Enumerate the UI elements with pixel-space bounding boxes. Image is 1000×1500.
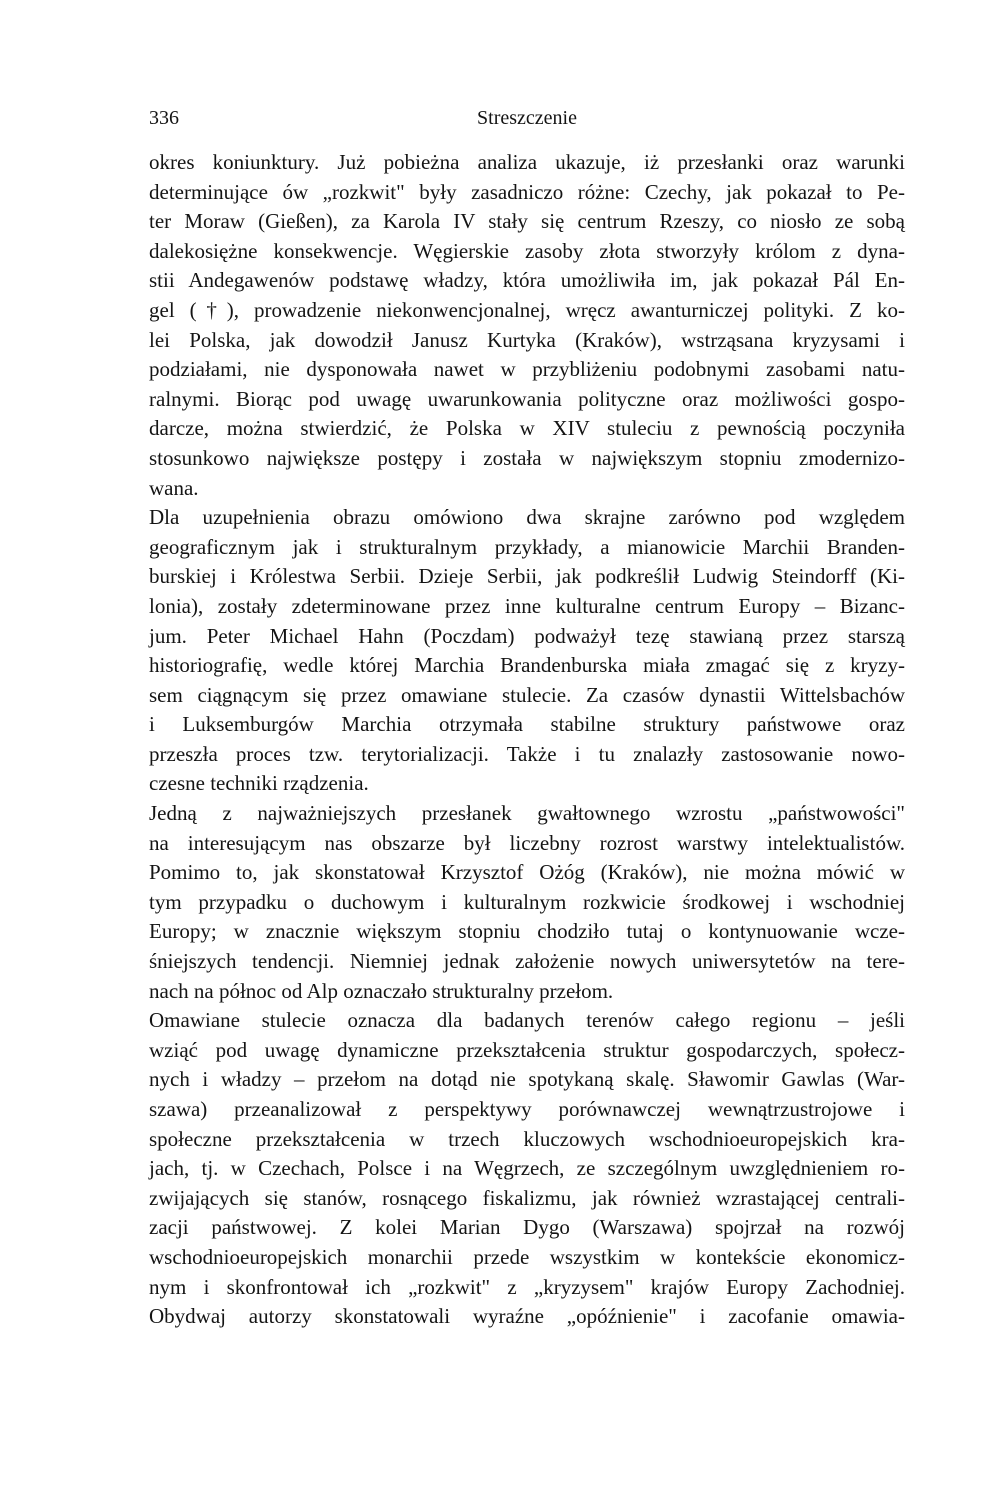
text-line: i Luksemburgów Marchia otrzymała stabilne struktury państwowe oraz (149, 712, 905, 737)
text-line: stii Andegawenów podstawę władzy, która umożliwiła im, jak pokazał Pál En- (149, 268, 905, 293)
text-line: nych i władzy – przełom na dotąd nie spotykaną skalę. Sławomir Gawlas (War- (149, 1067, 905, 1092)
text-line: jum. Peter Michael Hahn (Poczdam) podważył tezę stawianą przez starszą (149, 623, 905, 648)
text-line: wziąć pod uwagę dynamiczne przekształcenia struktur gospodarczych, społecz- (149, 1037, 905, 1062)
paragraph (149, 799, 905, 1006)
paragraph (149, 1006, 905, 1332)
text-line: dalekosiężne konsekwencje. Węgierskie zasoby złota stworzyły królom z dyna- (149, 238, 905, 263)
text-line: stosunkowo największe postępy i została w największym stopniu zmodernizo- (149, 445, 905, 470)
text-line: lonia), zostały zdeterminowane przez inne kulturalne centrum Europy – Bizanc- (149, 593, 905, 618)
text-line: lei Polska, jak dowodził Janusz Kurtyka (Kraków), wstrząsana kryzysami i (149, 327, 905, 352)
text-line: podziałami, nie dysponowała nawet w przybliżeniu podobnymi zasobami natu- (149, 357, 905, 382)
text-line: szawa) przeanalizował z perspektywy porównawczej wewnątrzustrojowe i (149, 1097, 905, 1121)
page-number: 336 (149, 107, 179, 129)
text-line: historiografię, wedle której Marchia Brandenburska miała zmagać się z kryzy- (149, 653, 905, 678)
text-line: społeczne przekształcenia w trzech kluczowych wschodnioeuropejskich kra- (149, 1126, 905, 1151)
text-line: jach, tj. w Czechach, Polsce i na Węgrzech, ze szczególnym uwzględnieniem ro- (149, 1156, 905, 1181)
text-line: ralnymi. Biorąc pod uwagę uwarunkowania polityczne oraz możliwości gospo- (149, 386, 905, 411)
text-line: darcze, można stwierdzić, że Polska w XIV stuleciu z pewnością poczyniła (149, 416, 905, 441)
running-title: Streszczenie (477, 107, 577, 129)
text-line: wana. (149, 475, 199, 500)
running-head (149, 104, 905, 132)
text-line: Dla uzupełnienia obrazu omówiono dwa skrajne zarówno pod względem (149, 505, 905, 530)
text-line: determinujące ów „rozkwit" były zasadniczo różne: Czechy, jak pokazał to Pe- (149, 179, 905, 204)
text-line: burskiej i Królestwa Serbii. Dzieje Serbii, jak podkreślił Ludwig Steindorff (Ki- (149, 564, 905, 589)
paragraph (149, 148, 905, 503)
text-line: sem ciągnącym się przez omawiane stulecie. Za czasów dynastii Wittelsbachów (149, 682, 905, 707)
text-line: śniejszych tendencji. Niemniej jednak założenie nowych uniwersytetów na tere- (149, 949, 905, 974)
text-line: Europy; w znacznie większym stopniu chodziło tutaj o kontynuowanie wcze- (149, 919, 905, 944)
body-text (149, 148, 905, 1332)
text-line: czesne techniki rządzenia. (149, 771, 369, 796)
text-line: wschodnioeuropejskich monarchii przede wszystkim w kontekście ekonomicz- (149, 1244, 905, 1269)
text-line: geograficznym jak i strukturalnym przykłady, a mianowicie Marchii Branden- (149, 534, 905, 559)
text-line: Omawiane stulecie oznacza dla badanych terenów całego regionu – jeśli (149, 1008, 905, 1033)
text-line: zacji państwowej. Z kolei Marian Dygo (Warszawa) spojrzał na rozwój (149, 1215, 905, 1240)
text-line: Obydwaj autorzy skonstatowali wyraźne „opóźnienie" i zacofanie omawia- (149, 1304, 905, 1329)
text-line: zwijających się stanów, rosnącego fiskalizmu, jak również wzrastającej centrali- (149, 1185, 905, 1210)
text-line: na interesującym nas obszarze był liczebny rozrost warstwy intelektualistów. (149, 830, 905, 855)
text-line: nym i skonfrontował ich „rozkwit" z „kryzysem" krajów Europy Zachodniej. (149, 1274, 905, 1299)
text-line: tym przypadku o duchowym i kulturalnym rozkwicie środkowej i wschodniej (149, 889, 905, 914)
text-line: Pomimo to, jak skonstatował Krzysztof Ożóg (Kraków), nie można mówić w (149, 860, 905, 885)
text-line: Jedną z najważniejszych przesłanek gwałtownego wzrostu „państwowości" (149, 801, 905, 826)
text-line: okres koniunktury. Już pobieżna analiza ukazuje, iż przesłanki oraz warunki (149, 150, 905, 174)
paragraph (149, 503, 905, 799)
text-line: nach na północ od Alp oznaczało strukturalny przełom. (149, 978, 614, 1003)
text-line: gel (†), prowadzenie niekonwencjonalnej, wręcz awanturniczej polityki. Z ko- (149, 297, 905, 322)
text-line: przeszła proces tzw. terytorializacji. Także i tu znalazły zastosowanie nowo- (149, 741, 905, 766)
text-line: ter Moraw (Gießen), za Karola IV stały się centrum Rzeszy, co niosło ze sobą (149, 209, 905, 234)
